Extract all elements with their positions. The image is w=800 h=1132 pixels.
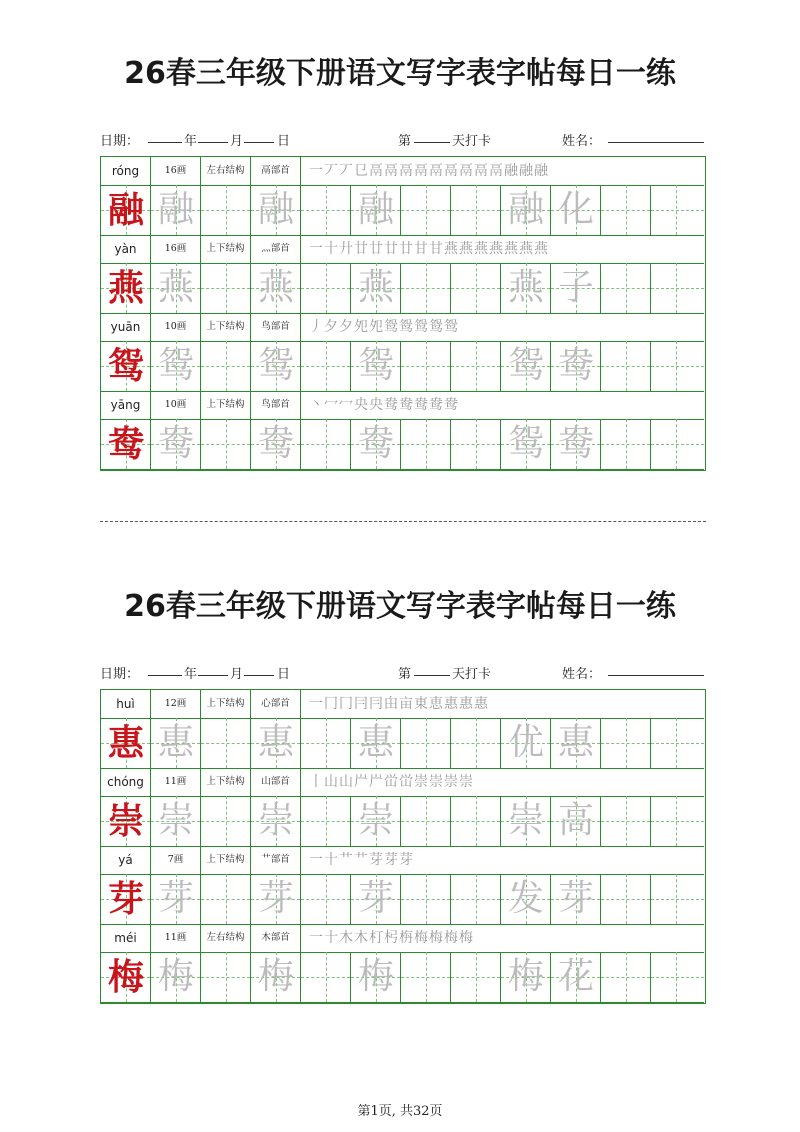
writing-row <box>101 185 704 236</box>
writing-box[interactable] <box>451 718 501 768</box>
writing-box[interactable] <box>151 796 201 846</box>
writing-box[interactable] <box>651 796 704 846</box>
char-block <box>101 235 704 313</box>
char-block <box>101 690 704 768</box>
writing-box[interactable] <box>101 419 151 469</box>
writing-box[interactable] <box>151 874 201 924</box>
trace-character: 崇 <box>257 800 294 841</box>
structure: 上下结构 <box>201 846 251 874</box>
radical: 灬部首 <box>251 235 301 263</box>
writing-box[interactable] <box>151 718 201 768</box>
trace-character: 芽 <box>257 878 294 919</box>
pinyin: yá <box>101 846 151 874</box>
writing-box[interactable] <box>251 952 301 1002</box>
trace-character: 融 <box>257 189 294 230</box>
trace-character: 崇 <box>157 800 194 841</box>
writing-box[interactable] <box>201 263 251 313</box>
writing-box[interactable] <box>601 874 651 924</box>
writing-box[interactable] <box>501 341 551 391</box>
trace-character: 融 <box>157 189 194 230</box>
trace-character: 鸯 <box>157 423 194 464</box>
char-info-row <box>101 235 704 264</box>
writing-box[interactable] <box>601 185 651 235</box>
model-character: 融 <box>107 189 144 231</box>
char-info-row <box>101 391 704 420</box>
radical: 鬲部首 <box>251 157 301 185</box>
writing-box[interactable] <box>401 796 451 846</box>
model-character: 梅 <box>107 956 144 998</box>
writing-box[interactable] <box>101 185 151 235</box>
stroke-count: 12画 <box>151 690 201 718</box>
stroke-count: 11画 <box>151 768 201 796</box>
writing-box[interactable] <box>401 874 451 924</box>
char-block <box>101 768 704 846</box>
writing-box[interactable] <box>251 185 301 235</box>
writing-box[interactable] <box>301 796 351 846</box>
writing-box[interactable] <box>401 341 451 391</box>
writing-box[interactable] <box>151 341 201 391</box>
writing-box[interactable] <box>351 341 401 391</box>
word-character: 高 <box>557 800 594 841</box>
writing-box[interactable] <box>601 419 651 469</box>
writing-box[interactable] <box>401 952 451 1002</box>
radical: 心部首 <box>251 690 301 718</box>
writing-box[interactable] <box>651 185 704 235</box>
structure: 上下结构 <box>201 768 251 796</box>
pinyin: yāng <box>101 391 151 419</box>
trace-character: 梅 <box>357 956 394 997</box>
structure: 上下结构 <box>201 690 251 718</box>
writing-box[interactable] <box>651 263 704 313</box>
writing-box[interactable] <box>651 419 704 469</box>
trace-character: 梅 <box>157 956 194 997</box>
writing-box[interactable] <box>301 341 351 391</box>
trace-character: 芽 <box>357 878 394 919</box>
trace-character: 鸳 <box>157 345 194 386</box>
writing-box[interactable] <box>301 185 351 235</box>
writing-box[interactable] <box>601 796 651 846</box>
writing-box[interactable] <box>351 874 401 924</box>
char-block <box>101 391 704 469</box>
trace-character: 燕 <box>357 267 394 308</box>
structure: 左右结构 <box>201 924 251 952</box>
writing-box[interactable] <box>151 185 201 235</box>
date-label: 日期： <box>100 667 140 682</box>
writing-box[interactable] <box>301 718 351 768</box>
word-character: 崇 <box>507 800 544 841</box>
worksheet-section <box>0 0 800 465</box>
worksheet-section <box>0 533 800 998</box>
day-suffix: 天打卡 <box>452 667 492 682</box>
writing-box[interactable] <box>451 952 501 1002</box>
stroke-order: 一十廾廿廿廿廿甘甘燕燕燕燕燕燕燕 <box>309 241 549 257</box>
year-label: 年 <box>184 667 198 682</box>
stroke-order: 丨山山屵屵峃峃崇崇崇崇 <box>309 774 474 790</box>
writing-box[interactable] <box>201 952 251 1002</box>
word-character: 惠 <box>557 722 594 763</box>
day-label: 日 <box>277 134 291 149</box>
writing-box[interactable] <box>501 185 551 235</box>
date-label: 日期： <box>100 134 140 149</box>
word-character: 芽 <box>557 878 594 919</box>
writing-box[interactable] <box>201 718 251 768</box>
writing-box[interactable] <box>501 796 551 846</box>
writing-box[interactable] <box>101 341 151 391</box>
day-prefix: 第 <box>398 134 412 149</box>
pinyin: chóng <box>101 768 151 796</box>
trace-character: 惠 <box>257 722 294 763</box>
day-prefix: 第 <box>398 667 412 682</box>
word-character: 鸳 <box>507 423 544 464</box>
stroke-order: 一丆丆㔾鬲鬲鬲鬲鬲鬲鬲鬲鬲融融融 <box>309 163 549 179</box>
writing-box[interactable] <box>201 874 251 924</box>
writing-box[interactable] <box>451 796 501 846</box>
writing-box[interactable] <box>201 796 251 846</box>
writing-box[interactable] <box>251 263 301 313</box>
stroke-count: 10画 <box>151 391 201 419</box>
writing-box[interactable] <box>101 796 151 846</box>
writing-row <box>101 796 704 847</box>
trace-character: 融 <box>357 189 394 230</box>
structure: 上下结构 <box>201 235 251 263</box>
writing-box[interactable] <box>501 419 551 469</box>
writing-box[interactable] <box>551 263 601 313</box>
writing-box[interactable] <box>351 952 401 1002</box>
word-character: 鸯 <box>557 423 594 464</box>
writing-box[interactable] <box>401 419 451 469</box>
writing-box[interactable] <box>501 718 551 768</box>
writing-box[interactable] <box>151 419 201 469</box>
writing-box[interactable] <box>101 874 151 924</box>
info-line <box>100 130 706 152</box>
radical: 艹部首 <box>251 846 301 874</box>
radical: 木部首 <box>251 924 301 952</box>
writing-box[interactable] <box>551 185 601 235</box>
radical: 鸟部首 <box>251 313 301 341</box>
section-divider <box>100 521 706 522</box>
word-character: 鸳 <box>507 345 544 386</box>
trace-character: 梅 <box>257 956 294 997</box>
stroke-count: 10画 <box>151 313 201 341</box>
writing-box[interactable] <box>251 419 301 469</box>
writing-box[interactable] <box>551 796 601 846</box>
char-block <box>101 313 704 391</box>
writing-box[interactable] <box>101 952 151 1002</box>
writing-box[interactable] <box>651 718 704 768</box>
writing-box[interactable] <box>501 263 551 313</box>
writing-box[interactable] <box>251 874 301 924</box>
writing-box[interactable] <box>201 341 251 391</box>
writing-box[interactable] <box>101 718 151 768</box>
writing-box[interactable] <box>351 185 401 235</box>
stroke-order: 一十艹艹芽芽芽 <box>309 852 414 868</box>
char-block <box>101 846 704 924</box>
writing-box[interactable] <box>601 341 651 391</box>
writing-box[interactable] <box>301 263 351 313</box>
day-label: 日 <box>277 667 291 682</box>
writing-box[interactable] <box>601 263 651 313</box>
structure: 上下结构 <box>201 391 251 419</box>
writing-box[interactable] <box>351 263 401 313</box>
trace-character: 鸯 <box>257 423 294 464</box>
practice-grid <box>100 689 706 1004</box>
trace-character: 崇 <box>357 800 394 841</box>
writing-box[interactable] <box>401 263 451 313</box>
stroke-count: 16画 <box>151 235 201 263</box>
month-label: 月 <box>230 134 244 149</box>
writing-row <box>101 341 704 392</box>
trace-character: 燕 <box>157 267 194 308</box>
writing-box[interactable] <box>551 419 601 469</box>
word-character: 融 <box>507 189 544 230</box>
model-character: 惠 <box>107 722 144 764</box>
name-label: 姓名： <box>562 134 602 149</box>
practice-grid <box>100 156 706 471</box>
trace-character: 鸯 <box>357 423 394 464</box>
word-character: 燕 <box>507 267 544 308</box>
stroke-count: 11画 <box>151 924 201 952</box>
writing-box[interactable] <box>651 952 704 1002</box>
word-character: 鸯 <box>557 345 594 386</box>
writing-box[interactable] <box>251 718 301 768</box>
trace-character: 燕 <box>257 267 294 308</box>
year-label: 年 <box>184 134 198 149</box>
writing-row <box>101 263 704 314</box>
model-character: 崇 <box>107 800 144 842</box>
writing-box[interactable] <box>151 263 201 313</box>
writing-box[interactable] <box>351 796 401 846</box>
stroke-order: 丶冖冖央央鸯鸯鸯鸯鸯 <box>309 397 459 413</box>
info-line <box>100 663 706 685</box>
structure: 左右结构 <box>201 157 251 185</box>
writing-box[interactable] <box>351 419 401 469</box>
writing-row <box>101 952 704 1003</box>
word-character: 化 <box>557 189 594 230</box>
writing-box[interactable] <box>301 419 351 469</box>
char-block <box>101 924 704 1002</box>
word-character: 发 <box>507 878 544 919</box>
worksheet-title: 26春三年级下册语文写字表字帖每日一练 <box>124 56 676 91</box>
writing-box[interactable] <box>451 341 501 391</box>
trace-character: 鸳 <box>257 345 294 386</box>
trace-character: 鸳 <box>357 345 394 386</box>
writing-box[interactable] <box>251 341 301 391</box>
stroke-order: 一冂冂冃冃甶亩東恵惠惠惠 <box>309 696 489 712</box>
writing-box[interactable] <box>601 718 651 768</box>
word-character: 优 <box>507 722 544 763</box>
writing-row <box>101 874 704 925</box>
day-suffix: 天打卡 <box>452 134 492 149</box>
writing-row <box>101 419 704 470</box>
char-info-row <box>101 313 704 342</box>
writing-box[interactable] <box>301 952 351 1002</box>
pinyin: huì <box>101 690 151 718</box>
model-character: 燕 <box>107 267 144 309</box>
writing-box[interactable] <box>201 419 251 469</box>
writing-box[interactable] <box>451 419 501 469</box>
char-info-row <box>101 768 704 797</box>
writing-box[interactable] <box>601 952 651 1002</box>
char-info-row <box>101 924 704 953</box>
model-character: 鸳 <box>107 345 144 387</box>
writing-box[interactable] <box>451 874 501 924</box>
char-block <box>101 157 704 235</box>
pinyin: róng <box>101 157 151 185</box>
writing-box[interactable] <box>551 874 601 924</box>
writing-box[interactable] <box>551 341 601 391</box>
writing-box[interactable] <box>251 796 301 846</box>
model-character: 芽 <box>107 878 144 920</box>
writing-box[interactable] <box>101 263 151 313</box>
stroke-order: 一十木木朾杛栴梅梅梅梅 <box>309 930 474 946</box>
structure: 上下结构 <box>201 313 251 341</box>
page-footer: 第1页, 共32页 <box>357 1104 443 1119</box>
writing-box[interactable] <box>551 952 601 1002</box>
writing-box[interactable] <box>501 874 551 924</box>
writing-box[interactable] <box>201 185 251 235</box>
writing-box[interactable] <box>401 718 451 768</box>
model-character: 鸯 <box>107 423 144 465</box>
writing-box[interactable] <box>451 263 501 313</box>
trace-character: 惠 <box>157 722 194 763</box>
writing-box[interactable] <box>351 718 401 768</box>
word-character: 子 <box>557 267 594 308</box>
writing-box[interactable] <box>651 874 704 924</box>
char-info-row <box>101 690 704 719</box>
word-character: 梅 <box>507 956 544 997</box>
pinyin: yuān <box>101 313 151 341</box>
worksheet-title: 26春三年级下册语文写字表字帖每日一练 <box>124 589 676 624</box>
name-label: 姓名： <box>562 667 602 682</box>
trace-character: 芽 <box>157 878 194 919</box>
writing-box[interactable] <box>451 185 501 235</box>
pinyin: yàn <box>101 235 151 263</box>
stroke-count: 7画 <box>151 846 201 874</box>
stroke-count: 16画 <box>151 157 201 185</box>
char-info-row <box>101 846 704 875</box>
radical: 鸟部首 <box>251 391 301 419</box>
writing-box[interactable] <box>551 718 601 768</box>
writing-box[interactable] <box>401 185 451 235</box>
trace-character: 惠 <box>357 722 394 763</box>
month-label: 月 <box>230 667 244 682</box>
writing-row <box>101 718 704 769</box>
writing-box[interactable] <box>151 952 201 1002</box>
pinyin: méi <box>101 924 151 952</box>
writing-box[interactable] <box>651 341 704 391</box>
radical: 山部首 <box>251 768 301 796</box>
char-info-row <box>101 157 704 186</box>
word-character: 花 <box>557 956 594 997</box>
writing-box[interactable] <box>301 874 351 924</box>
stroke-order: 丿夕夕夗夗鸳鸳鸳鸳鸳 <box>309 319 459 335</box>
writing-box[interactable] <box>501 952 551 1002</box>
